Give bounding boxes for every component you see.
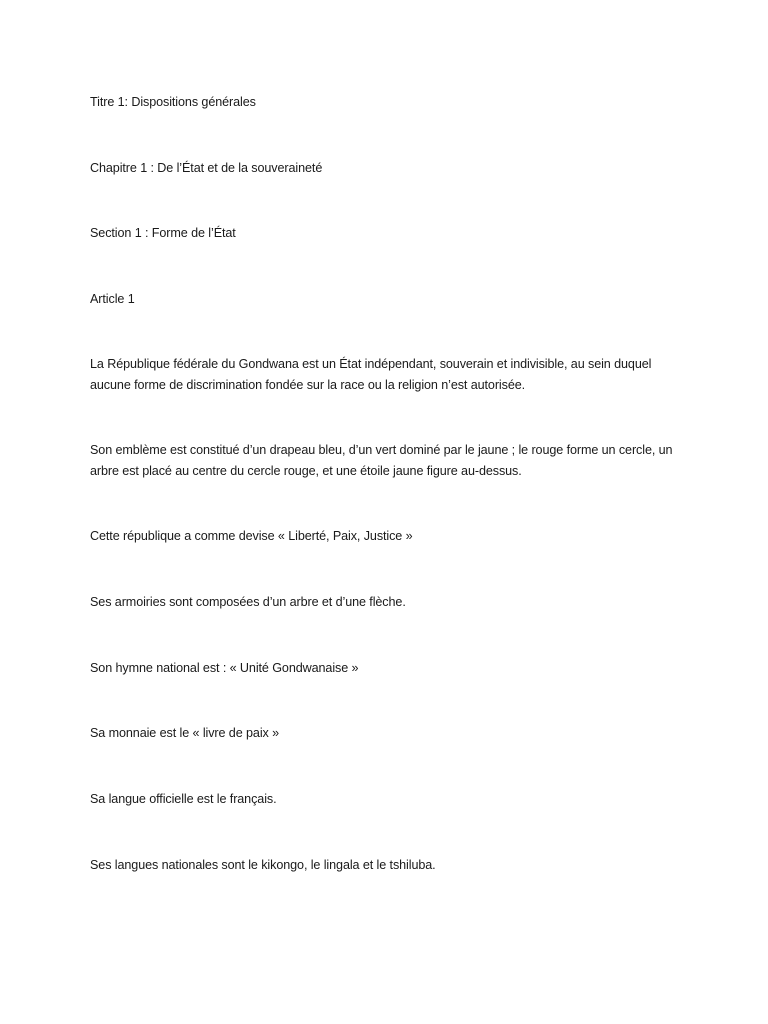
paragraph-national-languages: Ses langues nationales sont le kikongo, le lingala et le tshiluba. bbox=[90, 858, 436, 872]
paragraph-state-definition: La République fédérale du Gondwana est un État indépendant, souverain et indivisible, au sein duquel aucune forme de discrimination fondée sur la race ou la religion n’est autorisée. bbox=[90, 357, 652, 392]
paragraph-currency: Sa monnaie est le « livre de paix » bbox=[90, 726, 280, 740]
paragraph-anthem: Son hymne national est : « Unité Gondwanaise » bbox=[90, 661, 359, 675]
paragraph-official-language: Sa langue officielle est le français. bbox=[90, 792, 277, 806]
paragraph-coat-of-arms: Ses armoiries sont composées d’un arbre et d’une flèche. bbox=[90, 595, 406, 609]
section-heading: Section 1 : Forme de l’État bbox=[90, 226, 236, 240]
chapter-heading: Chapitre 1 : De l’État et de la souveraineté bbox=[90, 161, 323, 175]
article-heading: Article 1 bbox=[90, 292, 135, 306]
paragraph-emblem: Son emblème est constitué d’un drapeau bleu, d’un vert dominé par le jaune ; le rouge forme un cercle, un arbre est placé au centre du cercle rouge, et une étoile jaune figure au-dessus. bbox=[90, 443, 673, 478]
title-heading: Titre 1: Dispositions générales bbox=[90, 95, 256, 109]
paragraph-motto: Cette république a comme devise « Liberté, Paix, Justice » bbox=[90, 529, 413, 543]
